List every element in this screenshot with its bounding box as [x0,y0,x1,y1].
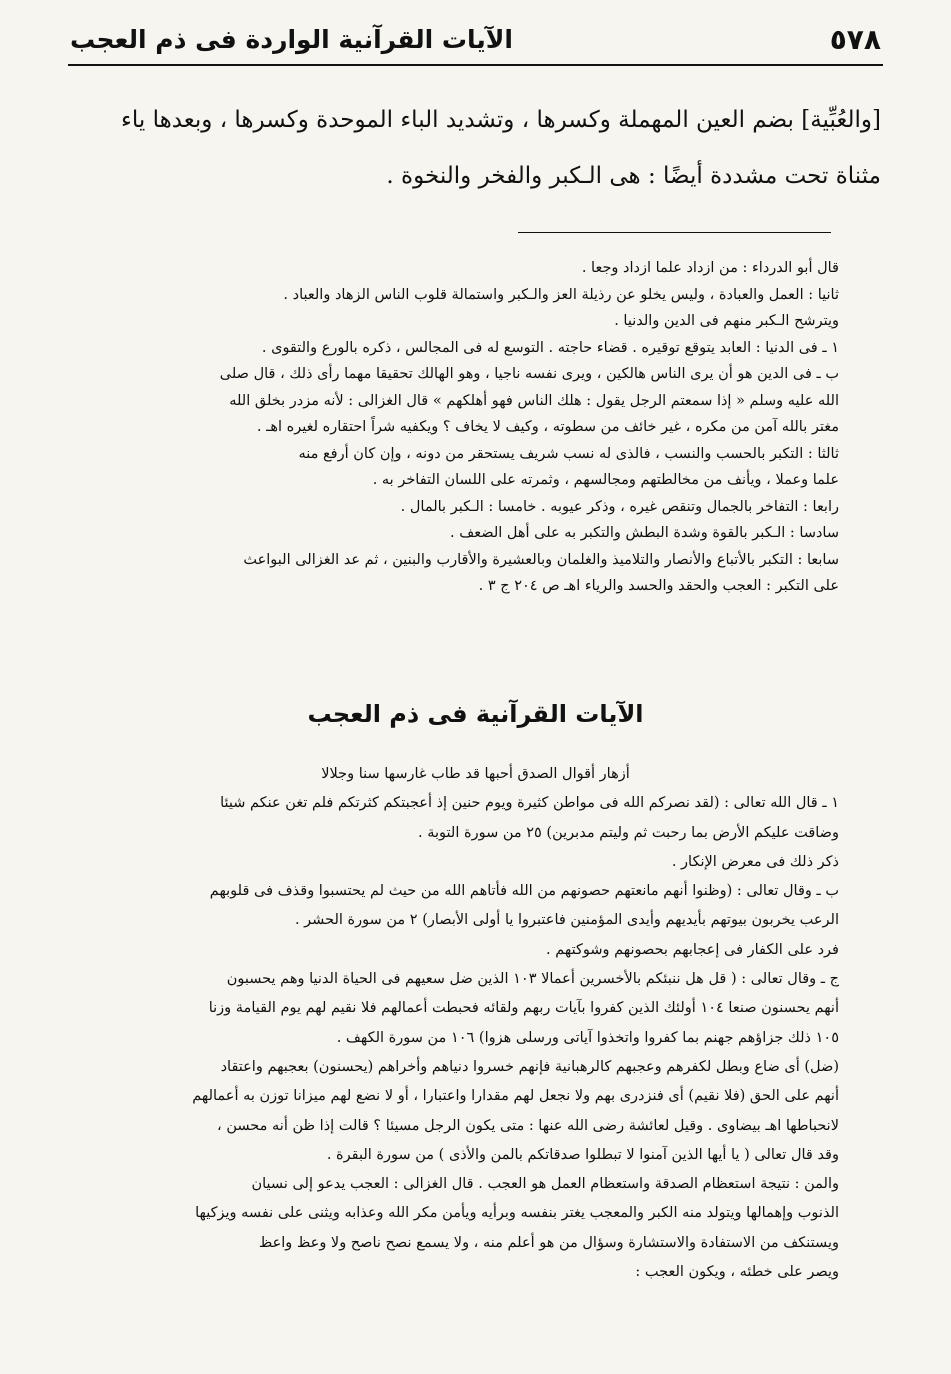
notes-block [70,255,839,600]
header-rule [68,64,883,66]
main-text-line: [والعُبِّية] بضم العين المهملة وكسرها ، وتشديد الباء الموحدة وكسرها ، وبعدها ياء [121,107,881,133]
main-text [78,92,881,204]
note-line: ١ ـ فى الدنيا : العابد يتوقع توقيره . قضاء حاجته . التوسع له فى المجالس ، ذكره بالورع والتقوى . [261,339,839,356]
body-line: فرد على الكفار فى إعجابهم بحصونهم وشوكتهم . [546,941,839,958]
note-line: الله عليه وسلم « إذا سمعتم الرجل يقول : هلك الناس فهو أهلكهم » قال الغزالى : لأنه مزدر بخلق الله [229,392,839,409]
body-line: وضاقت عليكم الأرض بما رحبت ثم وليتم مدبرين) ٢٥ من سورة التوبة . [418,824,839,841]
page-number: ٥٧٨ [829,22,881,56]
body-line: ويستنكف من الاستفادة والاستشارة وسؤال من هو أعلم منه ، ولا يسمع نصح ناصح ولا وعظ واعظ [258,1234,839,1251]
body-line: والمن : نتيجة استعظام الصدقة واستعظام العمل هو العجب . قال الغزالى : العجب يدعو إلى نسيان [251,1176,839,1193]
body-text [72,760,839,1287]
note-line: على التكبر : العجب والحقد والحسد والرياء اهـ ص ٢٠٤ ج ٣ . [478,578,839,594]
body-line: ١٠٥ ذلك جزاؤهم جهنم بما كفروا واتخذوا آياتى ورسلى هزوا) ١٠٦ من سورة الكهف . [336,1029,839,1046]
note-line: ثالثا : التكبر بالحسب والنسب ، فالذى له نسب شريف يستحقر من دونه ، وإن كان أرفع منه [298,445,839,462]
note-line: سادسا : الـكبر بالقوة وشدة البطش والتكبر به على أهل الضعف . [450,525,839,541]
body-line: ويصر على خطئه ، ويكون العجب : [635,1264,839,1281]
body-line: (ضل) أى ضاع وبطل لكفرهم وعجبهم كالرهبانية فإنهم خسروا دنياهم وأخراهم (يحسنون) بعجبهم واعتقاد [220,1058,839,1075]
note-line: سابعا : التكبر بالأتباع والأنصار والتلاميذ والغلمان وبالعشيرة والأقارب والبنين ، ثم عد الغزالى البواعث [243,551,839,568]
note-line: ثانيا : العمل والعبادة ، وليس يخلو عن رذيلة العز والـكبر واستمالة قلوب الناس الزهاد والعباد . [283,286,839,303]
body-line: أنهم على الحق (فلا نقيم) أى فنزدرى بهم ولا نجعل لهم مقدارا واعتبارا ، أو لا نضع لهم ميزانا توزن به أعمالهم [192,1088,839,1105]
body-line: أنهم يحسنون صنعا ١٠٤ أولئك الذين كفروا بآيات ربهم ولقائه فحبطت أعمالهم فلا نقيم لهم يوم القيامة وزنا [208,1000,839,1017]
note-line: رابعا : التفاخر بالجمال وتنقص غيره ، وذكر عيوبه . خامسا : الـكبر بالمال . [400,498,839,515]
note-line: مغتر بالله آمن من مكره ، غير خائف من سطوته ، وكيف لا يخاف ؟ ويكفيه شراً احتقاره لغيره اهـ . [256,419,839,435]
note-line: علما وعملا ، ويأنف من مخالطتهم ومجالسهم ، وثمرته على اللسان التفاخر به . [372,472,839,488]
note-line: ويترشح الـكبر منهم فى الدين والدنيا . [614,313,839,329]
body-line: ج ـ وقال تعالى : ( قل هل ننبئكم بالأخسرين أعمالا ١٠٣ الذين ضل سعيهم فى الحياة الدنيا وهم يحسبون [226,971,839,988]
running-header [70,18,881,60]
section-title: الآيات القرآنية فى ذم العجب [307,700,644,728]
body-line: وقد قال تعالى ( يا أيها الذين آمنوا لا تبطلوا صدقاتكم بالمن والأذى ) من سورة البقرة . [326,1146,839,1163]
body-line: ب ـ وقال تعالى : (وظنوا أنهم مانعتهم حصونهم من الله فأتاهم الله من حيث لم يحتسبوا وقذف فى قلوبهم [209,883,839,900]
running-title: الآيات القرآنية الواردة فى ذم العجب [70,24,513,54]
body-line: ذكر ذلك فى معرض الإنكار . [671,853,839,870]
body-line: الذنوب وإهمالها ويتولد منه الكبر والمعجب يغتر بنفسه وبرأيه ويأمن مكر الله وعذابه ويثنى على نفسه ويزكيها [195,1205,839,1222]
footnote-rule [518,232,831,233]
body-line: الرعب يخربون بيوتهم بأيديهم وأيدى المؤمنين فاعتبروا يا أولى الأبصار) ٢ من سورة الحشر . [294,912,839,929]
body-line: ١ ـ قال الله تعالى : (لقد نصركم الله فى مواطن كثيرة ويوم حنين إذ أعجبتكم كثرتكم فلم تغن عنكم شيئا [220,795,839,812]
main-text-line: مثناة تحت مشددة أيضًا : هى الـكبر والفخر والنخوة . [386,163,881,189]
verse-line: أزهار أقوال الصدق أحبها قد طاب غارسها سنا وجلالا [321,766,630,782]
note-line: قال أبو الدرداء : من ازداد علما ازداد وجعا . [581,260,839,276]
body-line: لانحباطها اهـ بيضاوى . وقيل لعائشة رضى الله عنها : متى يكون الرجل مسيئا ؟ قالت إذا ظن أنه محسن ، [217,1117,839,1134]
note-line: ب ـ فى الدين هو أن يرى الناس هالكين ، ويرى نفسه ناجيا ، وهو الهالك تحقيقا مهما رأى ذلك ، قال صلى [219,366,839,382]
